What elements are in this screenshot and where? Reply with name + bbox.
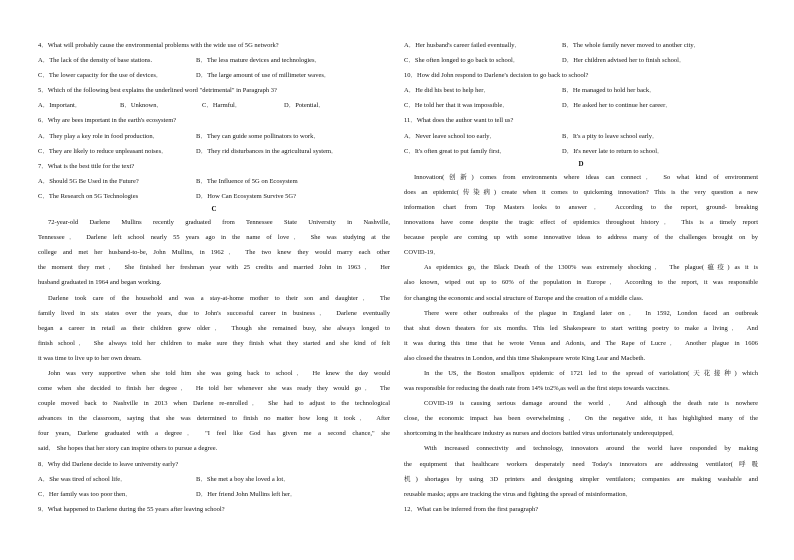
option-d: D．Her friend John Mullins left her．	[196, 490, 297, 498]
passage-line: it was time to live up to her own dream.	[38, 354, 142, 362]
passage-line: Darlene took care of the household and was a stay-at-home mother to their son and daughter． The	[48, 294, 390, 302]
passage-line: college and met her husband-to-be, John Mullins, in 1962． The two knew they would marry each other	[38, 249, 390, 257]
passage-line: four years, Darlene graduated with a degree． "I feel like God has given me a second chance," she	[38, 430, 390, 438]
question-5-options	[38, 98, 390, 113]
option-c: C．The lower capacity for the use of devices．	[38, 72, 163, 80]
option-b: B．She met a boy she loved a lot．	[196, 475, 290, 483]
question-8-options-row-2	[38, 487, 390, 502]
passage-line: said． She hopes that her story can inspire others to pursue a degree.	[38, 445, 218, 453]
question-9-options-row-2	[404, 53, 758, 68]
passage-line: innovations have come despite the tragic effect of epidemics throughout history． This is a timely report	[404, 219, 758, 227]
passage-line: 机) shortages by using 3D printers and designing simpler ventilators; companies are making washable and	[404, 475, 758, 483]
question-12-stem: 12．What can be inferred from the first paragraph?	[404, 505, 539, 513]
section-d-heading: D	[578, 159, 584, 168]
passage-line: also closed the theatres in London, and this time Shakespeare wrote King Lear and Macbeth.	[404, 354, 646, 362]
passage-line: the equipment that healthcare workers desperately need Today's innovators are addressing ventilator(呼吸	[404, 460, 758, 468]
passage-line: advances in the classroom, saying that she was determined to finish no matter how long it took． After	[38, 415, 390, 423]
question-7-stem: 7．What is the best title for the text?	[38, 162, 135, 170]
option-b: B．Unknown．	[120, 102, 163, 110]
passage-line: began a career in retail as their children grew older． Though she remained busy, she always longed to	[38, 324, 390, 332]
question-9-stem: 9．What happened to Darlene during the 55 years after leaving school?	[38, 505, 225, 513]
right-column	[404, 38, 758, 517]
option-d: D．The large amount of use of millimeter waves．	[196, 72, 331, 80]
question-7-options-row-2	[38, 189, 390, 204]
passage-line: As epidemics go, the Black Death of the 1300% was extremely shocking． The plague(瘟疫) as it is	[424, 264, 758, 272]
question-6-options-row-2	[38, 144, 390, 159]
question-5-stem: 5．Which of the following best explains the underlined word "detrimental" in Paragraph 3?	[38, 87, 277, 95]
passage-d	[404, 170, 758, 502]
question-10-stem: 10．How did John respond to Darlene's decision to go back to school?	[404, 72, 589, 80]
passage-line: COVID-19．	[404, 249, 440, 257]
passage-line: COVID-19 is causing serious damage around the world． And although the death rate is nowhere	[424, 400, 758, 408]
passage-line: husband graduated in 1964 and began working.	[38, 279, 162, 287]
passage-line: close, the economic impact has been overwhelming． On the negative side, it has highlighted many of the	[404, 415, 758, 423]
question-11-options-row-1	[404, 129, 758, 144]
passage-line: With increased connectivity and technology, innovators around the world have responded by making	[424, 445, 758, 453]
question-10-options-row-1	[404, 83, 758, 98]
passage-line: In the US, the Boston smallpox epidemic of 1721 led to the spread of variolation(天花接种) which	[424, 369, 758, 377]
passage-line: finish school． She always told her children to make sure they finish what they started and she kind of felt	[38, 339, 390, 347]
passage-line: Innovation(创新) comes from environments where ideas can connect． So what kind of environment	[414, 173, 758, 181]
left-column	[38, 38, 390, 517]
question-8-options-row-1	[38, 472, 390, 487]
option-a: A．He did his best to help her．	[404, 87, 490, 95]
question-7-options-row-1	[38, 174, 390, 189]
option-b: B．He managed to hold her back．	[562, 87, 656, 95]
option-d: D．How Can Ecosystem Survive 5G?	[196, 192, 297, 200]
question-4-stem: 4．What will probably cause the environmental problems with the wide use of 5G network?	[38, 42, 279, 49]
passage-line: that shut down theaters for six months. This led Shakespeare to start writing poetry to make a living． And	[404, 324, 758, 332]
option-d: D．He asked her to continue her career．	[562, 102, 672, 110]
passage-line: family lived in six states over the years, due to John's successful career in business． Darlene eventually	[38, 309, 390, 317]
passage-line: because people are coming up with some innovative ideas to address many of the challenges brought on by	[404, 234, 758, 242]
passage-line: does an epidemic(传染病) create when it comes to quickening innovation? This is the very question a new	[404, 188, 758, 196]
passage-line: John was very supportive when she told him she was going back to school． He knew the day would	[48, 369, 390, 377]
option-a: A．Should 5G Be Used in the Future?	[38, 177, 139, 185]
passage-line: was responsible for reducing the death rate from 14% to2%,as well as the first steps towards vaccines.	[404, 385, 670, 393]
question-8-stem: 8．Why did Darlene decide to leave university early?	[38, 460, 179, 468]
option-c: C．The Research on 5G Technologies	[38, 192, 139, 200]
option-b: B．It's a pity to leave school early．	[562, 132, 659, 140]
question-10-options-row-2	[404, 98, 758, 113]
option-d: D．Potential．	[284, 102, 325, 110]
passage-line: it was during this time that he wrote Venus and Adonis, and The Rape of Lucre． Another plague in 1606	[404, 339, 758, 347]
passage-line: shortcoming in the healthcare industry as nurses and doctors battled virus unfortunately underequipped．	[404, 430, 679, 438]
option-a: A．The lack of the density of base stations.	[38, 57, 153, 65]
question-4-options-row-1	[38, 53, 390, 68]
option-b: B．The less mature devices and technologies．	[196, 57, 322, 65]
option-a: A．Her husband's career failed eventually．	[404, 42, 522, 49]
option-d: D．They rid disturbances in the agricultural system．	[196, 147, 338, 155]
passage-line: Tennessee． Darlene left school nearly 55 years ago in the name of love． She was studying at the	[38, 234, 390, 242]
passage-line: 72-year-old Darlene Mullins recently graduated from Tennessee State University in Nashville,	[48, 219, 390, 227]
question-9-options-row-1	[404, 38, 758, 53]
option-c: C．They are likely to reduce unpleasant noises．	[38, 147, 168, 155]
passage-line: There were other outbreaks of the plague in England later on． In 1592, London faced an outbreak	[424, 309, 758, 317]
passage-line: for changing the economic and social structure of Europe and the creation of a middle class.	[404, 294, 644, 302]
question-11-stem: 11．What does the author want to tell us?	[404, 117, 514, 125]
passage-line: couple moved back to Nashville in 2013 when Darlene re-enrolled． She had to adjust to the technological	[38, 400, 390, 408]
passage-line: information chart from Top Masters looks to answer． According to the report, ground- breaking	[404, 203, 758, 211]
passage-c	[38, 215, 390, 457]
question-11-options-row-2	[404, 144, 758, 159]
option-a: A．Important．	[38, 102, 82, 110]
passage-line: also known, wiped out up to 60% of the population in Europe． According to the report, it was responsible	[404, 279, 758, 287]
passage-line: the moment they met． She finished her freshman year with 25 credits and married John in 1963． Her	[38, 264, 390, 272]
question-6-stem: 6．Why are bees important in the earth's ecosystem?	[38, 117, 177, 125]
question-4-options-row-2	[38, 68, 390, 83]
option-b: B．The Influence of 5G on Ecosystem	[196, 177, 298, 185]
option-c: C．He told her that it was impossible．	[404, 102, 509, 110]
option-d: D．It's never late to return to school．	[562, 147, 664, 155]
option-c: C．It's often great to put family first．	[404, 147, 506, 155]
option-a: A．Never leave school too early．	[404, 132, 497, 140]
passage-line: come when she decided to finish her degree． He told her whenever she was ready they would go． The	[38, 385, 390, 393]
option-c: C．Harmful．	[202, 102, 242, 110]
option-c: C．Her family was too poor then．	[38, 490, 132, 498]
question-6-options-row-1	[38, 129, 390, 144]
passage-line: reusable masks; apps are tracking the virus and fighting the spread of misinformation．	[404, 490, 633, 498]
option-d: D．Her children advised her to finish school．	[562, 57, 686, 65]
option-c: C．She often longed to go back to school．	[404, 57, 520, 65]
option-b: B．They can guide some pollinators to work．	[196, 132, 320, 140]
option-a: A．She was tired of school life．	[38, 475, 127, 483]
section-c-heading: C	[211, 205, 217, 214]
option-b: B．The whole family never moved to another city．	[562, 42, 701, 49]
option-a: A．They play a key role in food production．	[38, 132, 160, 140]
